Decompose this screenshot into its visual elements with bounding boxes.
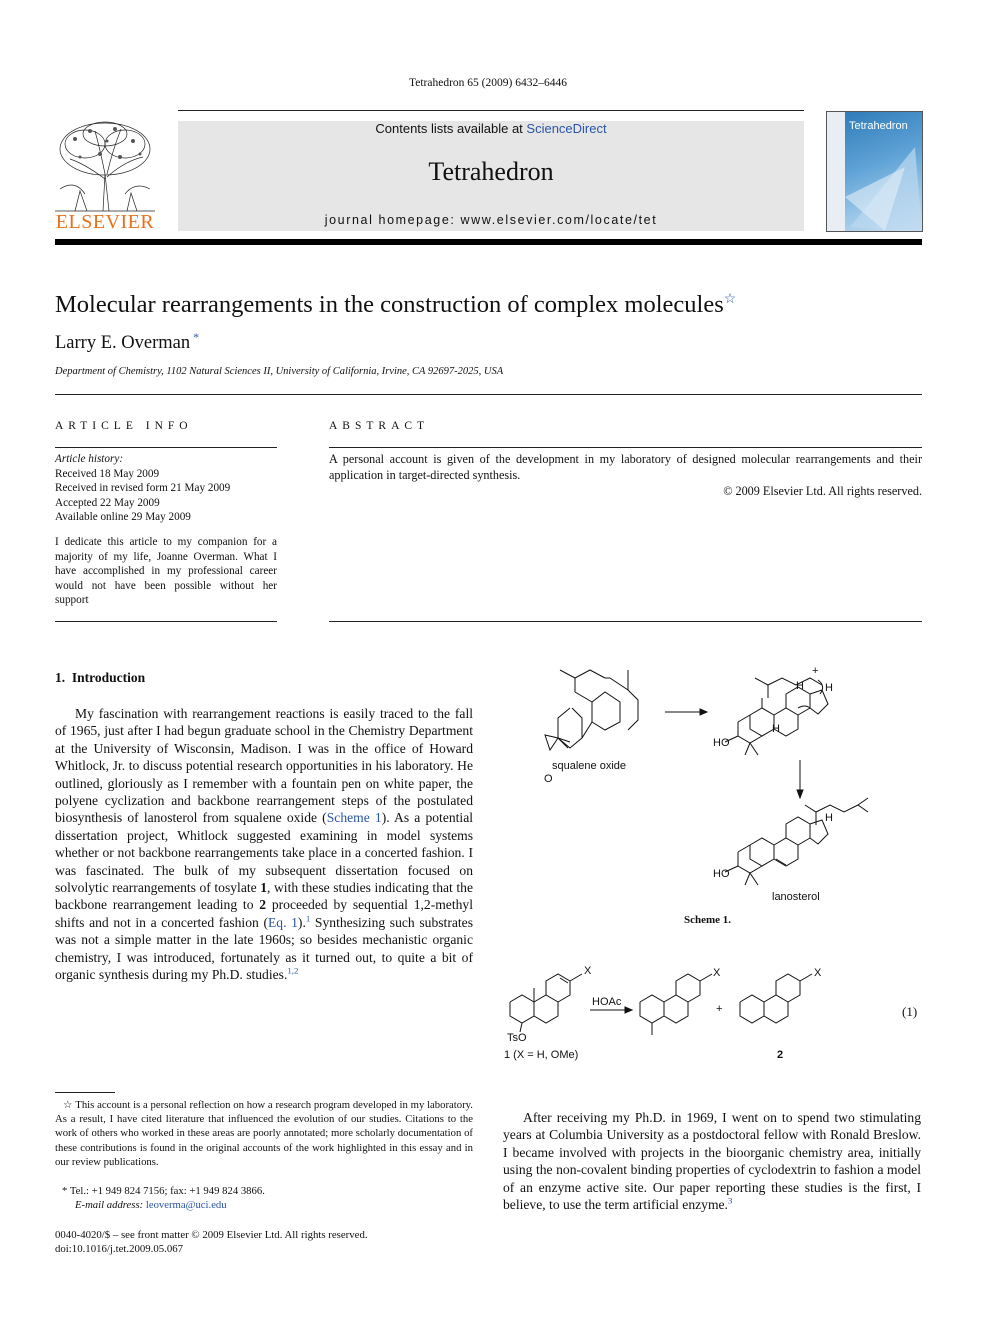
eq1-link[interactable]: Eq. 1 [267,914,298,930]
running-header: Tetrahedron 65 (2009) 6432–6446 [409,77,567,89]
cation-plus-label: + [812,665,819,677]
p1-f: Synthesizing such substrates was not a simple matter in the late 1960s; so besides mechanistic organic chemistry, I was introduced, fortunately as it turned out, to quite a bit of organic synthesis during my Ph.D. studies. [55,914,473,983]
article-info-rule [55,447,277,448]
elsevier-logo[interactable] [55,119,155,234]
footnote-star-mark: ☆ [63,1099,73,1111]
p2-text: After receiving my Ph.D. in 1969, I went on to spend two stimulating years at Columbia University as a postdoctoral fellow with Ronald Breslow. I became involved with projects in the bioorganic chemistry area, initially using the non-covalent binding properties of cyclodextrin to fashion a model of an enzyme active site. Our paper reporting these studies is the first, I believe, to use the term artificial enzyme. [503,1110,921,1213]
article-info-heading: ARTICLE INFO [55,420,193,432]
compound-2-label: 2 [777,1049,784,1061]
history-online: Available online 29 May 2009 [55,511,191,523]
header-thick-rule [55,239,922,245]
footnote-contact-mark: * [62,1185,68,1197]
abstract-heading: ABSTRACT [329,420,430,432]
dedication: I dedicate this article to my companion for a majority of my life, Joanne Overman. What I have accomplished in my professional career would not have been possible without her support [55,536,277,606]
email-label: E-mail address: [75,1199,146,1211]
compound-1-ref: 1 [260,880,268,896]
p1-b: ). As a potential dissertation project, Whitlock suggested examining in model systems whether or not backbone rearrangements take place in a concerted fashion. I was fascinated. The bulk of my subsequent dissertation focused on solvolytic rearrangements of tosylate [55,810,474,896]
affiliation-rule [55,394,922,395]
footnote-contact-text: Tel.: +1 949 824 7156; fax: +1 949 824 3866. [69,1185,265,1197]
author-line [55,329,200,354]
equation-number: (1) [902,1004,918,1019]
title-footnote-mark[interactable]: ☆ [723,291,737,307]
cover-graphic-icon [845,137,922,231]
p1-c: , with these studies indicating that the backbone rearrangement leading to [55,880,473,913]
compound-1-label: 1 (X = H, OMe) [504,1049,579,1061]
squalene-oxide-label: squalene oxide [552,760,627,772]
ref-1-2-link[interactable]: 1,2 [287,965,299,976]
abstract-text: A personal account is given of the development in my laboratory of designed molecular rearrangements and their application in target-directed synthesis. [329,452,922,482]
cation-h-label-1: H [796,680,804,692]
cation-h-label-2: H [825,682,833,694]
footnote-contact [62,1184,473,1198]
lanosterol-structure [725,798,868,885]
article-info-bottom-rule [55,621,277,622]
footer-issn: 0040-4020/$ – see front matter © 2009 Elsevier Ltd. All rights reserved. [55,1229,368,1241]
homepage-url[interactable]: www.elsevier.com/locate/tet [460,213,658,227]
compound-2-ref: 2 [259,897,267,913]
cation-ho-label: HO [713,737,730,749]
author-footnote-mark[interactable]: * [193,329,200,344]
scheme1-link[interactable]: Scheme 1 [326,810,382,826]
author-name: Larry E. Overman [55,333,191,353]
footnote-email [75,1198,227,1212]
journal-title: Tetrahedron [428,157,554,186]
intro-heading: 1. Introduction [55,670,146,685]
article-title-text: Molecular rearrangements in the construction of complex molecules [55,291,724,318]
product-a-structure [640,974,712,1035]
cation-h-label-3: H [772,723,780,735]
lanosterol-h-label: H [825,812,833,824]
product-2-structure [740,974,812,1023]
abstract-copyright: © 2009 Elsevier Ltd. All rights reserved. [723,484,922,498]
history-revised: Received in revised form 21 May 2009 [55,482,231,494]
footer-doi[interactable]: doi:10.1016/j.tet.2009.05.067 [55,1243,184,1255]
abstract-bottom-rule [329,621,922,622]
tosylate-1-structure [510,974,582,1032]
contents-prefix: Contents lists available at [375,121,527,136]
equation-1-graphic [500,960,900,1065]
intro-paragraph-2 [503,1109,921,1213]
cover-title: Tetrahedron [849,120,908,132]
squalene-oxide-structure [545,670,638,750]
history-received: Received 18 May 2009 [55,467,160,480]
oxide-o-label: O [544,773,553,785]
affiliation: Department of Chemistry, 1102 Natural Sciences II, University of California, Irvine, CA 92697-2025, USA [55,366,504,377]
header-rule [178,110,804,111]
hoac-label: HOAc [592,996,622,1008]
homepage-line [178,213,804,227]
plus-label: + [716,1003,723,1015]
footnote-star [55,1098,473,1169]
abstract-rule [329,447,922,448]
history-label: Article history: [55,453,124,465]
tso-label: TsO [507,1032,527,1044]
lanosterol-label: lanosterol [772,891,820,903]
p1-e: ). [297,914,306,930]
p1-d: proceeded by sequential 1,2-methyl shifts and not in a concerted fashion ( [55,897,473,930]
contents-line [178,121,804,136]
x-label-2: X [713,967,721,979]
lanosterol-ho-label: HO [713,868,730,880]
elsevier-tree-icon [55,119,155,214]
email-link[interactable]: leoverma@uci.edu [145,1199,227,1211]
scheme-1-caption: Scheme 1. [684,914,732,926]
journal-cover[interactable] [826,111,923,232]
history-accepted: Accepted 22 May 2009 [55,496,160,509]
elsevier-wordmark: ELSEVIER [55,211,155,233]
scheme-1-graphic [500,660,922,910]
x-label-3: X [814,967,822,979]
intro-paragraph-1 [55,705,473,984]
ref-1-link[interactable]: 1 [305,913,311,924]
sciencedirect-link[interactable]: ScienceDirect [526,121,607,136]
ref-3-link[interactable]: 3 [727,1195,733,1206]
p1-a: My fascination with rearrangement reactions is easily traced to the fall of 1965, just after I had begun graduate school in the Chemistry Department at the University of Wisconsin, Madison. I was in the office of Howard Whitlock, Jr. to discuss potential research opportunities in his laboratory. He outlined, gloriously as I remember with a fountain pen on white paper, the polyene cyclization and backbone rearrangement steps of the postulated biosynthesis of lanosterol from squalene oxide ( [55,706,473,826]
homepage-prefix: journal homepage: [324,213,461,227]
x-label-1: X [584,965,592,977]
footnote-star-text: This account is a personal reflection on how a research program developed in my laboratory. As a result, I have cited literature that influenced the evolution of our studies. Citations to the work of others who worked in these areas are poorly annotated; more scholarly documentation of these contributions is found in the original accounts of the work highlighted in this essay and in our review publications. [55,1099,473,1168]
footnote-rule [55,1092,115,1093]
article-history [55,452,277,525]
article-title [55,291,736,319]
protosterol-cation-structure [725,678,828,755]
